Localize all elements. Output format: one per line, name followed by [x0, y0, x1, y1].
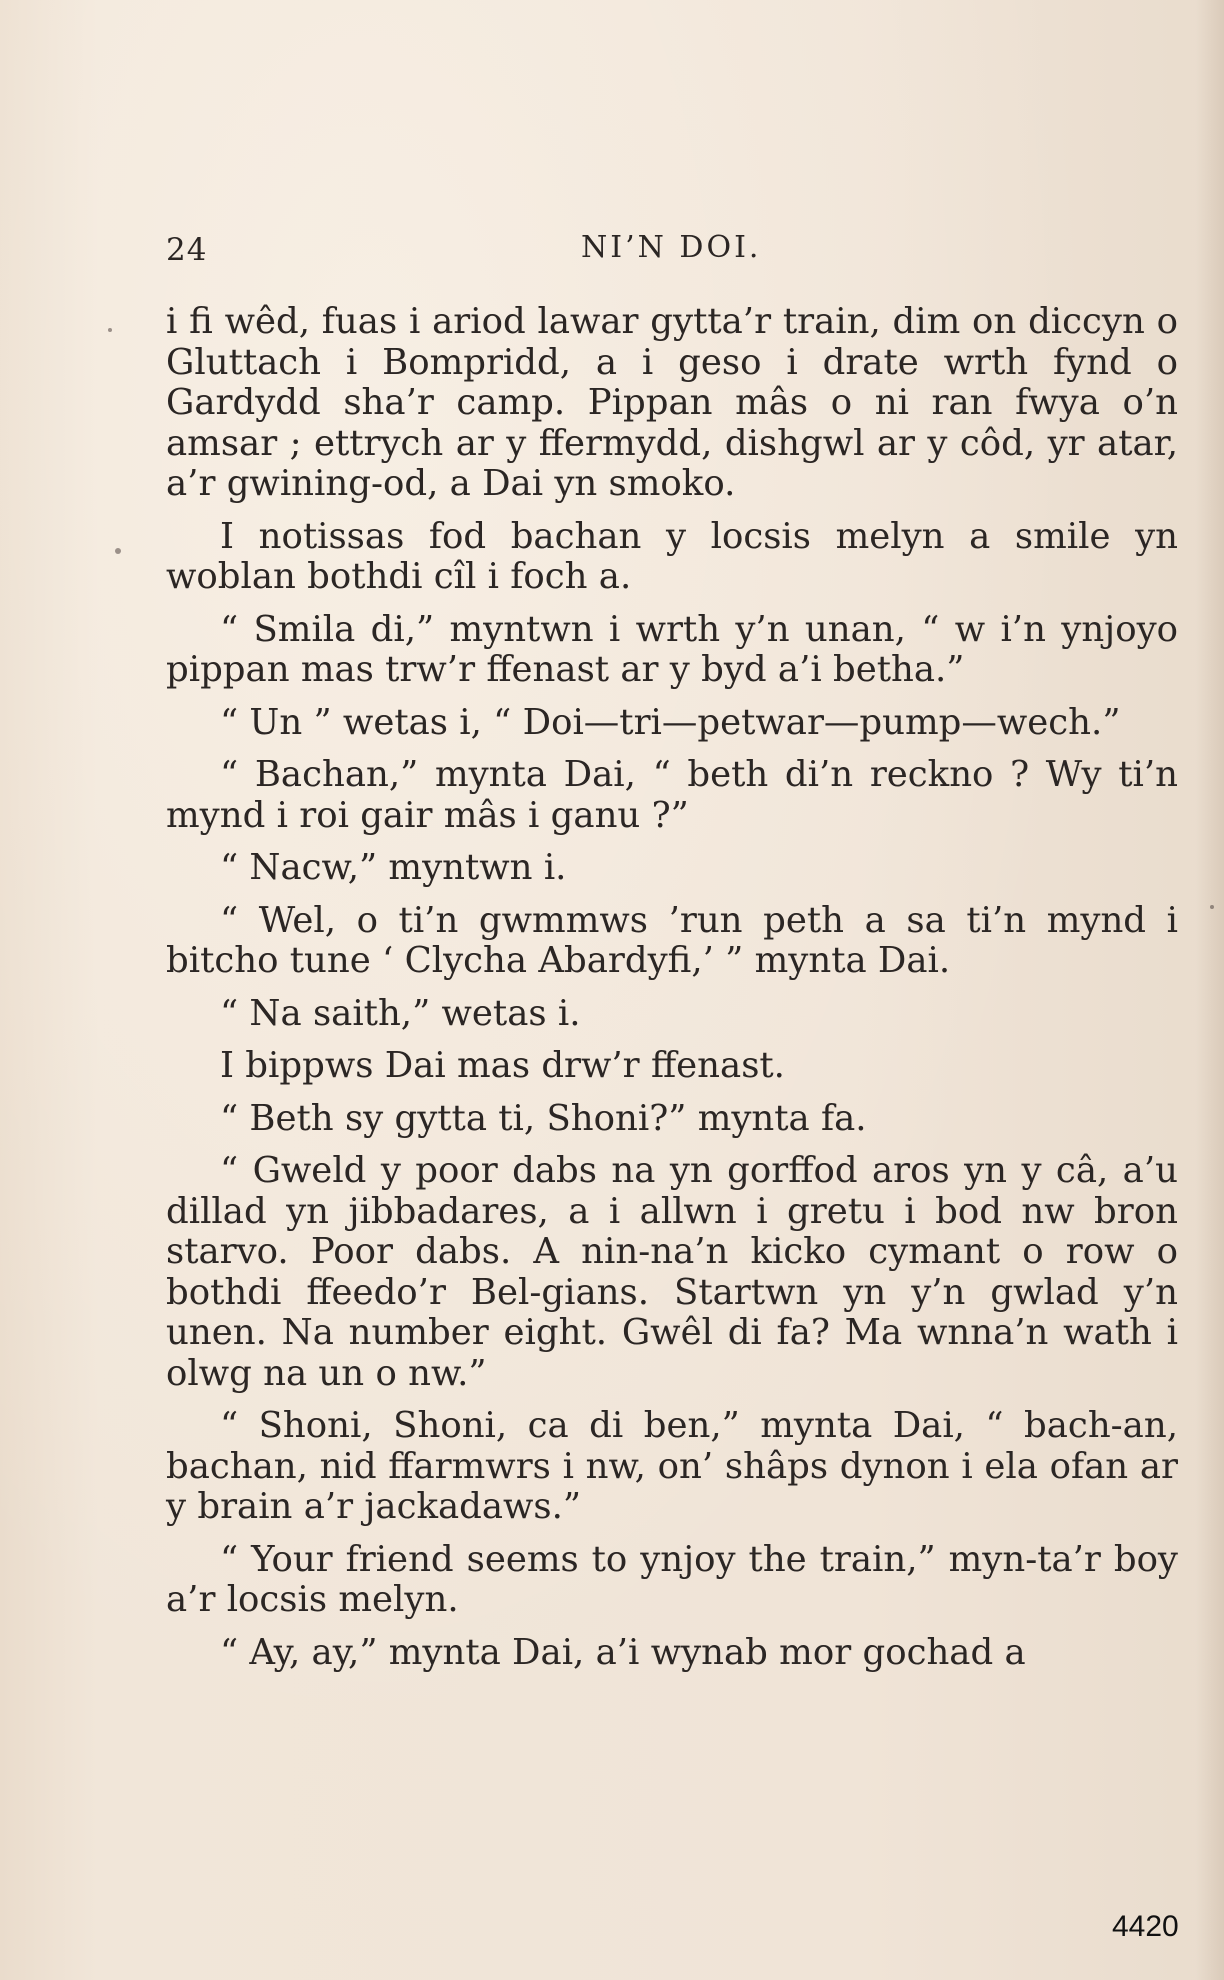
paragraph: “ Ay, ay,” mynta Dai, a’i wynab mor gochad a [220, 1631, 1026, 1673]
paragraph: “ Gweld y poor dabs na yn gorffod aros yn y câ, a’u dillad yn jibbadares, a i allwn i gretu i bod nw bron starvo. Poor dabs. A nin-na’n kicko cymant o row o bothdi ffeedo’r Bel-gians. Startwn yn y’n gwlad y’n unen. Na number eight. Gwêl di fa? Ma wnna’n wath i olwg na un o nw.” [166, 1150, 1178, 1394]
ink-speck [1210, 905, 1214, 909]
ink-speck [115, 548, 121, 554]
paragraph: “ Beth sy gytta ti, Shoni?” mynta fa. [220, 1097, 867, 1139]
paragraph: I notissas fod bachan y locsis melyn a smile yn woblan bothdi cîl i foch a. [166, 515, 1178, 597]
paragraph: “ Smila di,” myntwn i wrth y’n unan, “ w i’n ynjoyo pippan mas trw’r ffenast ar y byd a’i betha.” [166, 608, 1178, 690]
paragraph: “ Bachan,” mynta Dai, “ beth di’n reckno ? Wy ti’n mynd i roi gair mâs i ganu ?” [166, 754, 1178, 836]
paragraph: “ Shoni, Shoni, ca di ben,” mynta Dai, “ bach-an, bachan, nid ffarmwrs i nw, on’ shâps dynon i ela ofan ar y brain a’r jackadaws.” [166, 1405, 1178, 1527]
page-header [166, 228, 1146, 276]
body-text [166, 302, 1178, 1685]
paragraph: I bippws Dai mas drw’r ffenast. [220, 1045, 785, 1086]
running-head: NI’N DOI. [581, 230, 762, 265]
catalog-number: 4420 [1112, 1910, 1179, 1943]
paragraph: “ Un ” wetas i, “ Doi—tri—petwar—pump—wech.” [220, 701, 1121, 743]
page-number: 24 [166, 232, 208, 268]
page-edge-shadow [1196, 0, 1224, 1980]
paragraph: “ Wel, o ti’n gwmmws ’run peth a sa ti’n mynd i bitcho tune ‘ Clycha Abardyfi,’ ” mynta Dai. [166, 899, 1178, 981]
paragraph: i fi wêd, fuas i ariod lawar gytta’r train, dim on diccyn o Gluttach i Bompridd, a i geso i drate wrth fynd o Gardydd sha’r camp. Pippan mâs o ni ran fwya o’n amsar ; ettrych ar y ffermydd, dishgwl ar y côd, yr atar, a’r gwining-od, a Dai yn smoko. [166, 301, 1178, 504]
paragraph: “ Your friend seems to ynjoy the train,” myn-ta’r boy a’r locsis melyn. [166, 1538, 1178, 1620]
ink-speck [108, 328, 112, 332]
paragraph: “ Nacw,” myntwn i. [220, 847, 567, 888]
paragraph: “ Na saith,” wetas i. [220, 992, 581, 1034]
